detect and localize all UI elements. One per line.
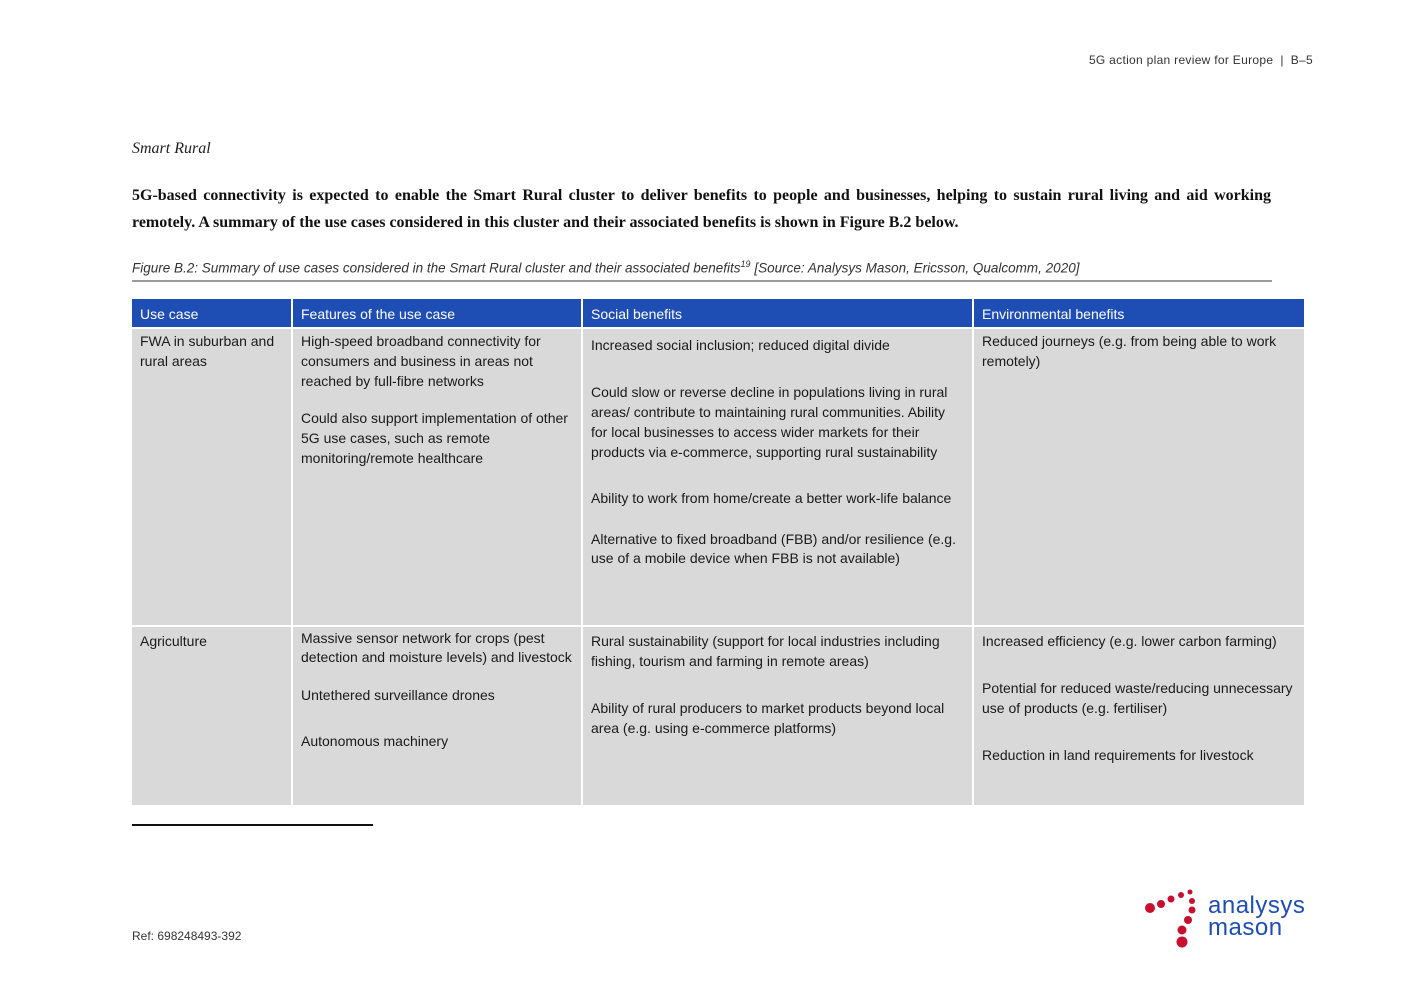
header-features: Features of the use case: [293, 299, 581, 327]
logo-line-1: analysys: [1208, 892, 1306, 919]
use-case-table: [130, 297, 1306, 807]
feature-item: High-speed broadband connectivity for consumers and business in areas not reached by full-fibre networks: [301, 333, 541, 389]
social-benefits-cell: [583, 329, 972, 625]
logo-dots-icon: [1142, 888, 1206, 950]
document-reference: Ref: 698248493-392: [132, 929, 242, 943]
environmental-benefit-item: Reduction in land requirements for livestock: [982, 747, 1254, 763]
environmental-benefits-cell: [974, 329, 1304, 625]
social-benefit-item: Alternative to fixed broadband (FBB) and/or resilience (e.g. use of a mobile device when FBB is not available): [591, 531, 956, 566]
header-use-case: Use case: [132, 299, 291, 327]
features-cell: [293, 627, 581, 805]
use-case-cell: [132, 329, 291, 625]
use-case-cell: [132, 627, 291, 805]
footnote-ref[interactable]: 19: [740, 259, 751, 269]
caption-text: Figure B.2: Summary of use cases considered in the Smart Rural cluster and their associated benefits: [132, 260, 741, 276]
social-benefit-item: Rural sustainability (support for local industries including fishing, tourism and farming in remote areas): [591, 633, 940, 669]
table-header-row: [132, 299, 1304, 327]
social-benefits-cell: [583, 627, 972, 805]
social-benefit-item: Could slow or reverse decline in populations living in rural areas/ contribute to maintaining rural communities. Ability for local businesses to access wider markets for their products via e-commerce, supporting rural sustainability: [591, 384, 948, 460]
logo-line-2: mason: [1208, 914, 1283, 941]
footnote-separator: [132, 824, 373, 826]
section-title: Smart Rural: [132, 140, 211, 157]
feature-item: Untethered surveillance drones: [301, 687, 495, 703]
environmental-benefit-item: Reduced journeys (e.g. from being able to work remotely): [982, 333, 1277, 369]
feature-item: Could also support implementation of other 5G use cases, such as remote monitoring/remote healthcare: [301, 410, 568, 466]
logo-wordmark: [1208, 892, 1306, 941]
environmental-benefits-cell: [974, 627, 1304, 805]
header-title: 5G action plan review for Europe: [1088, 53, 1274, 67]
feature-item: Massive sensor network for crops (pest detection and moisture levels) and livestock: [301, 630, 572, 665]
environmental-benefit-item: Increased efficiency (e.g. lower carbon farming): [982, 633, 1277, 649]
use-case-name: Agriculture: [140, 633, 207, 649]
analysys-mason-logo: [1142, 888, 1306, 955]
social-benefit-item: Ability to work from home/create a better work-life balance: [591, 490, 952, 506]
table-row: [132, 329, 1304, 625]
table-row: [132, 627, 1304, 805]
header-social-benefits: Social benefits: [583, 299, 972, 327]
intro-paragraph: 5G-based connectivity is expected to enable the Smart Rural cluster to deliver benefits to people and businesses, helping to sustain rural living and aid working remotely. A summary of the use cases considered in this cluster and their associated benefits is shown in Figure B.2 below.: [132, 187, 1271, 231]
running-header: 5G action plan review for Europe | B–5: [1088, 53, 1313, 67]
environmental-benefit-item: Potential for reduced waste/reducing unnecessary use of products (e.g. fertiliser): [982, 680, 1293, 716]
page-number: B–5: [1290, 53, 1313, 67]
header-environmental-benefits: Environmental benefits: [974, 299, 1304, 327]
caption-source: [Source: Analysys Mason, Ericsson, Qualcomm, 2020]: [754, 260, 1080, 276]
social-benefit-item: Ability of rural producers to market products beyond local area (e.g. using e-commerce platforms): [591, 700, 945, 736]
feature-item: Autonomous machinery: [301, 733, 449, 749]
social-benefit-item: Increased social inclusion; reduced digital divide: [591, 337, 890, 353]
features-cell: [293, 329, 581, 625]
use-case-name: FWA in suburban and rural areas: [140, 333, 275, 369]
figure-caption: [132, 259, 1272, 282]
